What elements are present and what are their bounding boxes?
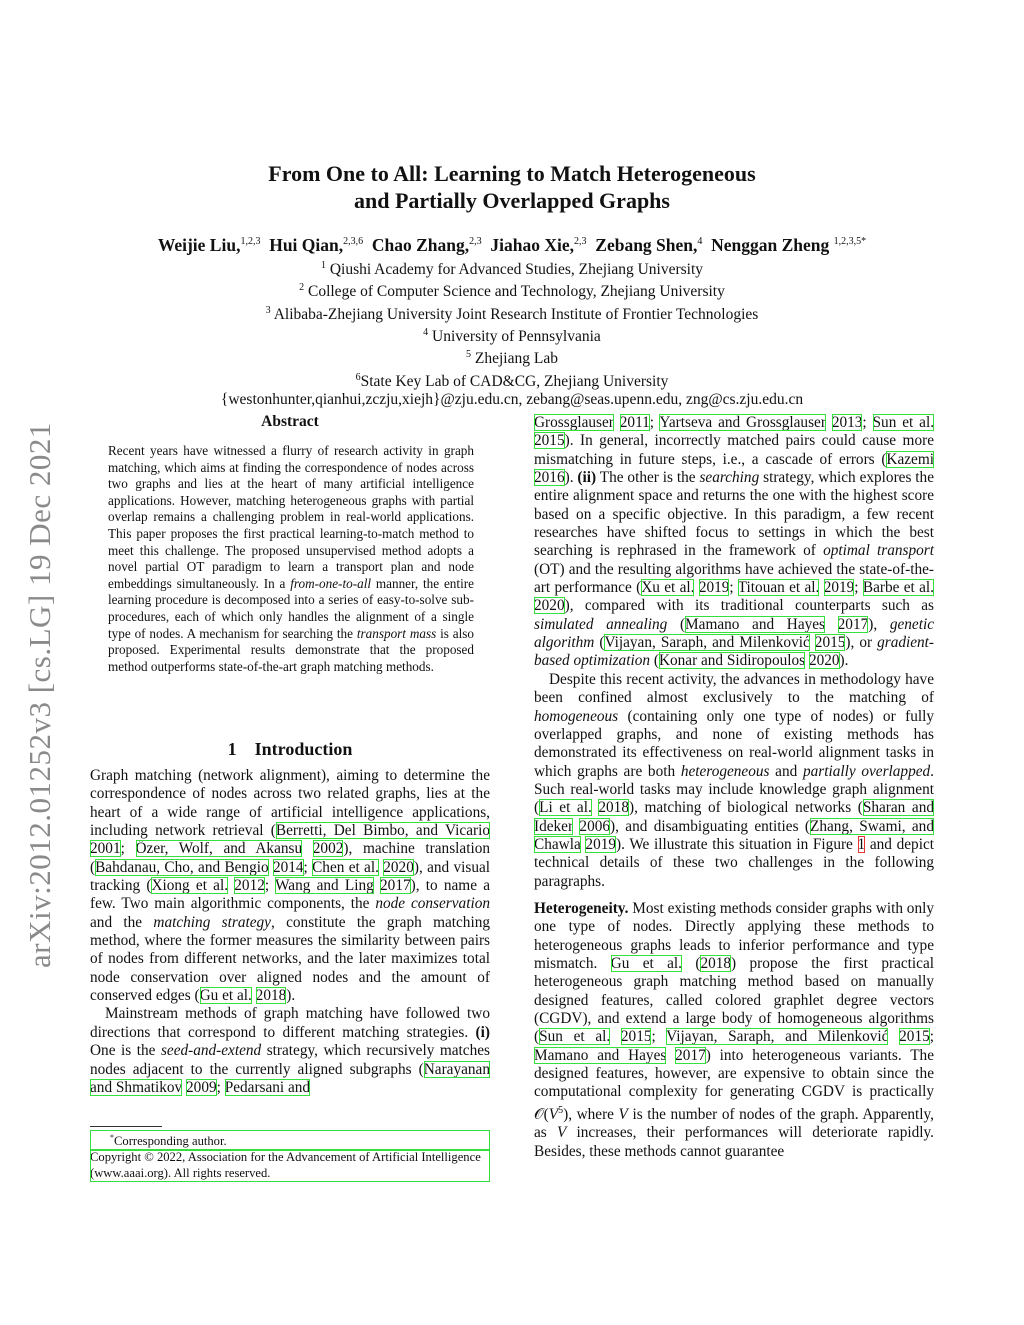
citation-link[interactable]: Chen et al. <box>312 858 379 876</box>
citation-link[interactable]: Grossglauser <box>534 414 614 431</box>
citation-link[interactable]: Kazemi <box>886 450 934 468</box>
paragraph: Grossglauser 2011; Yartseva and Grossglauser 2013; Sun et al. 2015). In general, incorrectly matched pairs could cause more mismatching in future steps, i.e., a cascade of errors (Kazemi 2016). (ii) The other is the searching strategy, which explores the entire alignment space and returns the one with the highest score based on a specific objective. In this paradigm, a few recent researches have shifted focus to settings in which the best searching is rephrased in the framework of optimal transport (OT) and the resulting algorithms have achieved the state-of-the-art performance (Xu et al. 2019; Titouan et al. 2019; Barbe et al. 2020), compared with its traditional counterparts such as simulated annealing (Mamano and Hayes 2017), genetic algorithm (Vijayan, Saraph, and Milenković 2015), or gradient-based optimization (Konar and Sidiropoulos 2020). <box>534 414 935 670</box>
citation-year-link[interactable]: 2020 <box>808 652 840 670</box>
citation-year-link[interactable]: 2019 <box>823 579 855 597</box>
citation-link[interactable]: Barbe et al. <box>862 579 934 597</box>
citation-year-link[interactable]: 2018 <box>255 987 287 1005</box>
citation-year-link[interactable]: 2020 <box>383 858 414 876</box>
citation-year-link[interactable]: 2017 <box>675 1046 706 1064</box>
citation-link[interactable]: Wang and Ling <box>275 877 374 895</box>
paragraph: Graph matching (network alignment), aiming to determine the correspondence of nodes across two related graphs, lies at the heart of a wide range of artificial intelligence applications, including network retrieval (Berretti, Del Bimbo, and Vicario 2001; Özer, Wolf, and Akansu 2002), machine translation (Bahdanau, Cho, and Bengio 2014; Chen et al. 2020), and visual tracking (Xiong et al. 2012; Wang and Ling 2017), to name a few. Two main algorithmic components, the node conservation and the matching strategy, constitute the graph matching method, where the former measures the similarity between pairs of nodes from different networks, and the later maximizes total node conservation over aligned nodes and the amount of conserved edges (Gu et al. 2018). <box>90 767 491 1005</box>
abstract-body: Recent years have witnessed a flurry of research activity in graph matching, which aims at finding the correspondence of nodes across two graphs and lies at the heart of many artificial intelligence applications. However, matching heterogeneous graphs with partial overlap remains a challenging problem in real-world applications. This paper proposes the first practical learning-to-match method to meet this challenge. The proposed unsupervised method adopts a novel partial OT paradigm to learn a transport plan and node embeddings simultaneously. In a from-one-to-all manner, the entire learning procedure is decomposed into a series of easy-to-solve sub-procedures, each of which only handles the alignment of a single type of nodes. A mechanism for searching the transport mass is also proposed. Experimental results demonstrate that the proposed method outperforms state-of-the-art graph matching methods. <box>108 443 474 674</box>
citation-year-link[interactable]: 2014 <box>272 858 304 876</box>
affiliation: $^2$ College of Computer Science and Technology, Zhejiang University <box>299 282 725 301</box>
citation-link[interactable]: Zhang, Swami, and Chawla <box>534 817 934 853</box>
citation-year-link[interactable]: 2002 <box>312 840 344 858</box>
citation-link[interactable]: Özer, Wolf, and Akansu <box>135 840 303 858</box>
citation-year-link[interactable]: 2019 <box>698 579 730 597</box>
citation-year-link[interactable]: 2018 <box>598 799 629 817</box>
math-complexity: $𝒪(V^5)$ <box>534 1104 569 1123</box>
citation-link[interactable]: Gu et al. <box>610 954 682 972</box>
author: Chao Zhang,$^{2,3}$ <box>371 234 482 255</box>
citation-link[interactable]: Li et al. <box>539 799 592 817</box>
affiliation: $^3$ Alibaba-Zhejiang University Joint Research Institute of Frontier Technologies <box>265 304 759 323</box>
corresponding-author-note[interactable]: *Corresponding author. <box>90 1130 490 1150</box>
affiliation-list <box>100 257 924 409</box>
citation-link[interactable]: Bahdanau, Cho, and Bengio <box>95 858 269 876</box>
affiliation: $^5$ Zhejiang Lab <box>466 349 558 368</box>
abstract-heading: Abstract <box>261 413 319 430</box>
citation-year-link[interactable]: 2015 <box>534 432 565 450</box>
citation-year-link[interactable]: 2017 <box>837 615 869 633</box>
figure-reference-link[interactable]: 1 <box>857 835 866 853</box>
citation-link[interactable]: Mamano and Hayes <box>534 1046 667 1064</box>
citation-link[interactable]: Narayanan and Shmatikov <box>90 1060 490 1096</box>
citation-link[interactable]: Sun et al. <box>539 1028 611 1046</box>
footnote-rule <box>90 1126 162 1127</box>
affiliation: $^6$State Key Lab of CAD&CG, Zhejiang University <box>355 371 669 390</box>
left-column <box>90 767 490 1097</box>
citation-link[interactable]: Vijayan, Saraph, and Milenković <box>604 634 810 652</box>
affiliation: $^1$ Qiushi Academy for Advanced Studies, Zhejiang University <box>320 260 704 279</box>
copyright-note[interactable]: Copyright © 2022, Association for the Advancement of Artificial Intelligence (www.aaai.org). All rights reserved. <box>90 1150 490 1182</box>
email-line: {westonhunter,qianhui,zczju,xiejh}@zju.edu.cn, zebang@seas.upenn.edu, zng@cs.zju.edu.cn <box>220 391 804 409</box>
citation-link[interactable]: Yartseva and Grossglauser <box>659 414 826 431</box>
title-line-2: and Partially Overlapped Graphs <box>354 188 670 213</box>
paragraph: Despite this recent activity, the advances in methodology have been confined almost exclusively to the matching of homogeneous (containing only one type of nodes) or fully overlapped graphs, and none of existing methods has demonstrated its effectiveness on real-world alignment tasks in which graphs are both heterogeneous and partially overlapped. Such real-world tasks may include knowledge graph alignment (Li et al. 2018), matching of biological networks (Sharan and Ideker 2006), and disambiguating entities (Zhang, Swami, and Chawla 2019). We illustrate this situation in Figure 1 and depict technical details of these two challenges in the following paragraphs. <box>534 670 934 890</box>
paragraph-heading: Heterogeneity. <box>534 899 629 917</box>
author: Jiahao Xie,$^{2,3}$ <box>490 234 587 255</box>
citation-link[interactable]: Gu et al. <box>199 987 252 1005</box>
citation-year-link[interactable]: 2019 <box>585 835 617 853</box>
author-list <box>60 230 964 257</box>
citation-link[interactable]: Pedarsani and <box>224 1078 311 1096</box>
citation-year-link[interactable]: 2012 <box>234 877 265 895</box>
citation-link[interactable]: Vijayan, Saraph, and Milenković <box>666 1028 889 1046</box>
author: Zebang Shen,$^4$ <box>595 234 703 255</box>
footnote <box>90 1130 490 1182</box>
citation-link[interactable]: Mamano and Hayes <box>685 615 826 633</box>
citation-link[interactable]: Xu et al. <box>641 579 695 597</box>
paper-title <box>150 160 874 214</box>
author: Hui Qian,$^{2,3,6}$ <box>269 234 364 255</box>
citation-link[interactable]: Berretti, Del Bimbo, and Vicario <box>275 822 490 840</box>
citation-year-link[interactable]: 2015 <box>620 1028 652 1046</box>
citation-year-link[interactable]: 2001 <box>90 840 121 858</box>
citation-link[interactable]: Konar and Sidiropoulos <box>658 652 806 670</box>
paragraph: Mainstream methods of graph matching have followed two directions that correspond to different matching strategies. (i) One is the seed-and-extend strategy, which recursively matches nodes adjacent to the currently aligned subgraphs (Narayanan and Shmatikov 2009; Pedarsani and <box>90 1005 490 1096</box>
title-line-1: From One to All: Learning to Match Heterogeneous <box>268 161 756 186</box>
citation-link[interactable]: Xiong et al. <box>151 877 229 895</box>
citation-year-link[interactable]: 2011 <box>619 414 650 431</box>
citation-year-link[interactable]: 2018 <box>700 954 732 972</box>
citation-year-link[interactable]: 2016 <box>534 469 565 487</box>
citation-year-link[interactable]: 2013 <box>831 414 863 431</box>
right-column <box>534 414 934 1161</box>
author: Nenggan Zheng $^{1,2,3,5*}$ <box>711 234 867 255</box>
arxiv-side-stamp: arXiv:2012.01252v3 [cs.LG] 19 Dec 2021 <box>22 422 57 968</box>
citation-link[interactable]: Sharan and Ideker <box>534 799 934 835</box>
section-heading-introduction: 1 Introduction <box>227 739 353 759</box>
citation-year-link[interactable]: 2020 <box>534 597 565 615</box>
citation-year-link[interactable]: 2006 <box>579 817 611 835</box>
citation-year-link[interactable]: 2009 <box>186 1078 217 1096</box>
citation-link[interactable]: Sun et al. <box>872 414 935 431</box>
citation-year-link[interactable]: 2015 <box>899 1028 930 1046</box>
author: Weijie Liu,$^{1,2,3}$ <box>157 234 261 255</box>
citation-year-link[interactable]: 2017 <box>380 877 411 895</box>
affiliation: $^4$ University of Pennsylvania <box>423 327 601 346</box>
citation-year-link[interactable]: 2015 <box>814 634 846 652</box>
citation-link[interactable]: Titouan et al. <box>737 579 820 597</box>
paragraph: Heterogeneity. Most existing methods consider graphs with only one type of nodes. Directly applying these methods to heterogeneous graphs leads to inferior performance and type mismatch. Gu et al. (2018) propose the first practical heterogeneous graph matching method based on manually designed features, called colored graphlet degree vectors (CGDV), and extend a large body of homogeneous algorithms (Sun et al. 2015; Vijayan, Saraph, and Milenković 2015; Mamano and Hayes 2017) into heterogeneous variants. The designed features, however, are expensive to obtain since the computational complexity for generating CGDV is practically $𝒪(V^5)$, where V is the number of nodes of the graph. Apparently, as V increases, their performances will deteriorate rapidly. Besides, these methods cannot guarantee <box>534 899 934 1160</box>
